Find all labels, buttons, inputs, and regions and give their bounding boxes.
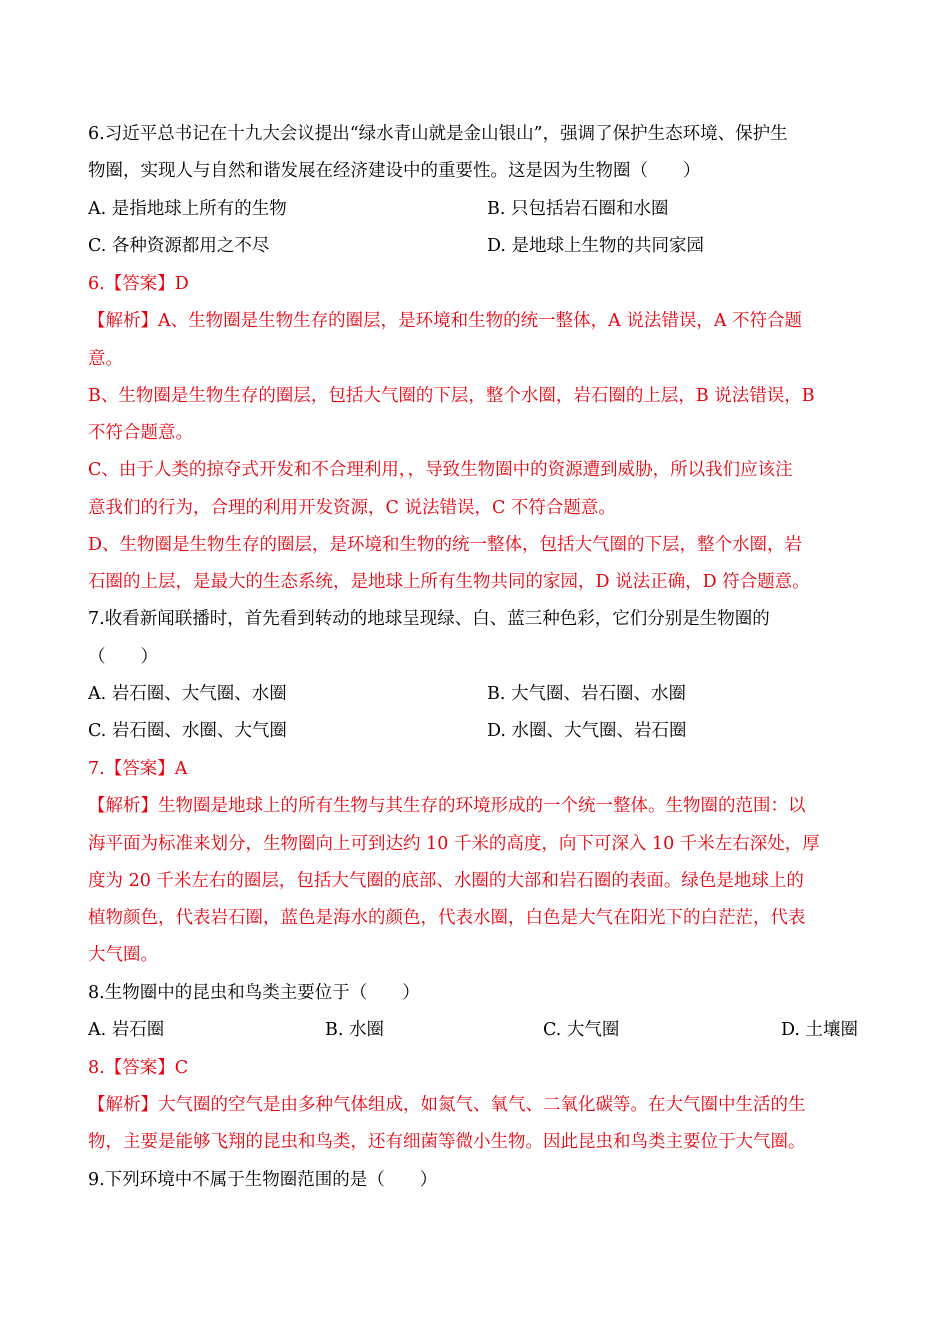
q7-answer: 7.【答案】A	[88, 759, 188, 779]
q6-stem-line-2: 物圈，实现人与自然和谐发展在经济建设中的重要性。这是因为生物圈（ ）	[88, 161, 701, 181]
q7-analysis-line: 大气圈。	[88, 945, 158, 965]
q8-option-d: D. 土壤圈	[781, 1020, 859, 1040]
q6-option-c: C. 各种资源都用之不尽	[88, 236, 270, 256]
q6-option-b: B. 只包括岩石圈和水圈	[487, 199, 669, 219]
q7-analysis-line: 海平面为标准来划分，生物圈向上可到达约 10 千米的高度，向下可深入 10 千米左右深处，厚	[88, 834, 820, 854]
q6-option-d: D. 是地球上生物的共同家园	[487, 236, 705, 256]
q8-answer: 8.【答案】C	[88, 1058, 189, 1078]
q8-analysis-line: 物，主要是能够飞翔的昆虫和鸟类，还有细菌等微小生物。因此昆虫和鸟类主要位于大气圈。	[88, 1132, 806, 1152]
q6-analysis-line: 意我们的行为，合理的利用开发资源，C 说法错误，C 不符合题意。	[88, 498, 616, 518]
q7-option-d: D. 水圈、大气圈、岩石圈	[487, 721, 687, 741]
q7-stem-line-2: （ ）	[88, 647, 158, 667]
q7-stem-line-1: 7.收看新闻联播时，首先看到转动的地球呈现绿、白、蓝三种色彩，它们分别是生物圈的	[88, 609, 770, 629]
q6-analysis-line: 意。	[88, 349, 123, 369]
q6-stem-line-1: 6.习近平总书记在十九大会议提出“绿水青山就是金山银山”，强调了保护生态环境、保护生	[88, 124, 788, 144]
q8-option-b: B. 水圈	[325, 1020, 384, 1040]
q7-analysis-line: 【解析】生物圈是地球上的所有生物与其生存的环境形成的一个统一整体。生物圈的范围：以	[88, 796, 806, 816]
q7-option-b: B. 大气圈、岩石圈、水圈	[487, 684, 686, 704]
q8-option-a: A. 岩石圈	[88, 1020, 165, 1040]
q8-option-c: C. 大气圈	[543, 1020, 620, 1040]
q6-analysis-line: C、由于人类的掠夺式开发和不合理利用，，导致生物圈中的资源遭到威胁，所以我们应该注	[88, 460, 793, 480]
q8-stem: 8.生物圈中的昆虫和鸟类主要位于（ ）	[88, 983, 420, 1003]
q7-analysis-line: 度为 20 千米左右的圈层，包括大气圈的底部、水圈的大部和岩石圈的表面。绿色是地球上的	[88, 871, 804, 891]
q6-analysis-line: D、生物圈是生物生存的圈层，是环境和生物的统一整体，包括大气圈的下层，整个水圈，岩	[88, 535, 803, 555]
q6-answer: 6.【答案】D	[88, 274, 189, 294]
q8-analysis-line: 【解析】大气圈的空气是由多种气体组成，如氮气、氧气、二氧化碳等。在大气圈中生活的生	[88, 1095, 806, 1115]
q7-option-c: C. 岩石圈、水圈、大气圈	[88, 721, 287, 741]
q6-analysis-line: 【解析】A、生物圈是生物生存的圈层，是环境和生物的统一整体，A 说法错误，A 不符合题	[88, 311, 803, 331]
q6-analysis-line: 石圈的上层，是最大的生态系统，是地球上所有生物共同的家园，D 说法正确，D 符合题意。	[88, 572, 810, 592]
q6-analysis-line: B、生物圈是生物生存的圈层，包括大气圈的下层，整个水圈，岩石圈的上层，B 说法错误，B	[88, 386, 815, 406]
q6-analysis-line: 不符合题意。	[88, 423, 193, 443]
q7-analysis-line: 植物颜色，代表岩石圈，蓝色是海水的颜色，代表水圈，白色是大气在阳光下的白茫茫，代表	[88, 908, 806, 928]
q6-option-a: A. 是指地球上所有的生物	[88, 199, 287, 219]
q7-option-a: A. 岩石圈、大气圈、水圈	[88, 684, 287, 704]
q9-stem: 9.下列环境中不属于生物圈范围的是（ ）	[88, 1170, 438, 1190]
